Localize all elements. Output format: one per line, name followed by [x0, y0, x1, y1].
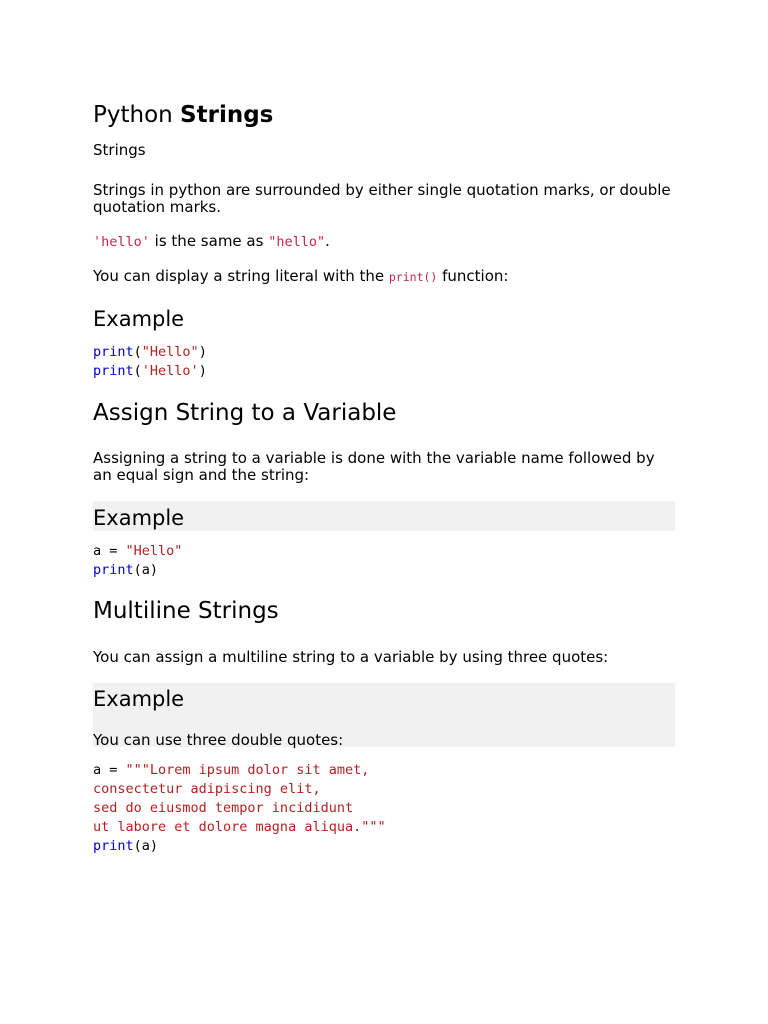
- code-line: print(a): [93, 838, 159, 854]
- inline-code-double: "hello": [268, 234, 326, 250]
- page-title: Python Strings: [93, 102, 274, 128]
- intro-paragraph: Strings in python are surrounded by either single quotation marks, or double quotation marks.: [93, 181, 671, 216]
- code-line: sed do eiusmod tempor incididunt: [93, 800, 354, 816]
- example2-heading: Example: [93, 506, 185, 530]
- multiline-section-text: You can assign a multiline string to a variable by using three quotes:: [93, 648, 609, 666]
- code-line: print("Hello"): [93, 344, 207, 360]
- example3-heading: Example: [93, 687, 185, 711]
- subtitle: Strings: [93, 141, 146, 159]
- example3-band: [93, 683, 675, 747]
- code-line: print('Hello'): [93, 363, 207, 379]
- inline-code-print: print(): [388, 270, 438, 284]
- code-block-1: [93, 343, 207, 381]
- code-line: consectetur adipiscing elit,: [93, 781, 321, 797]
- code-line: a = "Hello": [93, 543, 183, 559]
- inline-code-single: 'hello': [93, 234, 150, 250]
- code-line: print(a): [93, 562, 159, 578]
- assign-section-heading: Assign String to a Variable: [93, 400, 397, 426]
- code-line: ut labore et dolore magna aliqua.""": [93, 819, 386, 835]
- multiline-section-heading: Multiline Strings: [93, 598, 279, 624]
- same-as-line: 'hello' is the same as "hello".: [93, 232, 330, 250]
- example2-band: [93, 501, 675, 531]
- code-block-2: [93, 542, 182, 580]
- code-block-3: [93, 761, 386, 856]
- example1-heading: Example: [93, 307, 185, 331]
- example3-text: You can use three double quotes:: [93, 731, 344, 749]
- assign-section-text: Assigning a string to a variable is done with the variable name followed by an equal sign and the string:: [93, 449, 655, 484]
- display-line: You can display a string literal with the print() function:: [93, 267, 509, 285]
- code-line: a = """Lorem ipsum dolor sit amet,: [93, 762, 370, 778]
